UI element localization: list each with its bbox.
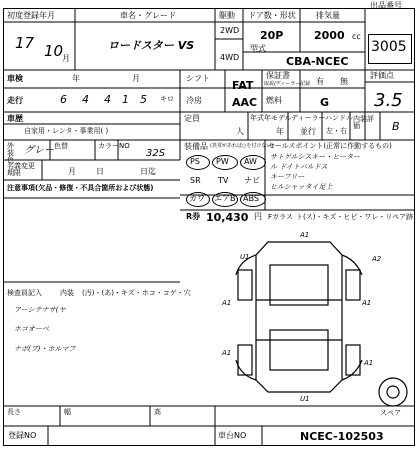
lot-number: 3005 [371,39,407,55]
color-change-label: 色替 [54,142,68,150]
equip-sr: SR [190,176,201,185]
equip-ps: PS [190,157,200,166]
mileage-digit-5: 5 [140,93,147,106]
mark-front-right: A2 [372,255,382,263]
sales-point-3: キーフリー [270,173,305,181]
lot-label: 出品番号 [370,1,402,10]
reg-no-label: 登録NO [8,431,37,440]
exterior-value: グレー [24,145,54,156]
score-label: 評価点 [370,71,394,80]
ac-value: AAC [232,96,258,109]
drive-2wd: 2WD [220,26,240,35]
equipment-note: (異常があれば○を付けない) [210,143,274,149]
warranty-label: 保証書 [266,71,290,80]
glass-label: Fガラス [268,213,293,221]
history-options: 自家用・レンタ・事業用( ) [24,127,109,135]
mark-rear-left: A1 [222,349,232,357]
mileage-label: 走行 [7,96,23,105]
reg-month: 10 [44,42,64,60]
name-change-label: 名義変更期限 [7,162,35,177]
drive-label: 駆動 [219,11,235,20]
history-label: 車歴 [7,114,23,123]
recycle-value: 10,430 [206,211,249,224]
shaken-month-unit: 月 [132,74,140,83]
notes-label: 注意事項(欠品・修復・不具合箇所および状態) [7,184,154,192]
reg-year: 17 [15,34,35,52]
equip-navi: ナビ [244,176,260,185]
color-no-label: カラーNO [98,142,130,150]
mileage-digit-1: 6 [60,93,67,106]
warranty-yes: 有 [316,77,324,86]
first-reg-label: 初度登録年月 [7,11,55,20]
dealer-label: ディーラー [291,114,326,122]
chassis-value: NCEC-102503 [300,430,384,443]
interior-label: 内装評価 [353,115,374,130]
interior-value: B [392,120,400,133]
mileage-unit: キロ [160,95,174,103]
note-line-1: アーシテナサ(ヤ [14,306,66,314]
warranty-no: 無 [340,77,348,86]
displacement-label: 排気量 [316,11,340,20]
displacement-unit: cc [352,32,361,41]
note-line-3: ナボ(ブ)・ホルマフ [14,345,76,353]
interior-notes-options: (汚)・(あ)・キズ・ホコ・コゲ・穴 [82,289,191,297]
sales-point-1: サトゲルシスキー・ヒーター [270,153,361,161]
shaken-year-unit: 年 [72,74,80,83]
doors-shape-label: ドア数・形状 [248,11,296,20]
mark-left-door: A1 [222,299,232,307]
height-label: 高 [154,408,161,416]
sales-label: セールスポイント(正常に作動するもの) [268,142,392,150]
fuel-value: G [320,96,330,109]
model-code: CBA-NCEC [286,55,349,68]
capacity-unit: 人 [236,127,244,136]
exterior-label: 外装色 [7,142,14,164]
fuel-label: 燃料 [266,96,282,105]
mark-front-left: U1 [240,253,250,261]
ac-label: 冷房 [186,96,202,105]
equip-tv: TV [218,176,229,185]
handle-label: ハンドル [325,114,353,122]
length-label: 長さ [7,408,21,416]
mileage-digit-2: 4 [82,93,89,106]
shift-label: シフト [186,74,210,83]
sales-point-2: ル ドイトバルドス [270,163,328,171]
month-unit: 月 [62,54,70,63]
shift-value: FAT [232,79,254,92]
chassis-label: 車台NO [218,431,247,440]
equip-aw: AW [244,157,257,166]
deadline-month: 月 [68,167,76,176]
model-year-label: 年式年モデル [250,114,292,122]
glass-options: ト(ス)・キズ・ヒビ・ワレ・リペア跡 [296,213,414,221]
mark-rear-right: A1 [364,359,374,367]
deadline-day: 日 [96,167,104,176]
mileage-digit-4: 1 [122,93,129,106]
deadline-until: 日迄 [140,167,156,176]
note-line-2: ホコオーベ [14,325,49,333]
mark-right-door: A1 [362,299,372,307]
model-year-unit: 年 [276,127,284,136]
spare-label: スペア [380,409,401,417]
mark-front: A1 [300,231,310,239]
model-code-label: 型式 [250,44,266,53]
sales-point-4: ヒルシャッタイ足上 [270,183,333,191]
recycle-unit: 円 [254,212,262,221]
recycle-label: R券 [186,212,201,221]
drive-4wd: 4WD [220,53,240,62]
equip-abs: ABS [243,194,259,203]
equip-airbag: エアB [214,194,236,203]
model-name: ロードスター VS [108,39,195,52]
displacement-value: 2000 [314,29,345,42]
score-value: 3.5 [374,90,403,111]
equip-pw: PW [216,157,229,166]
width-label: 幅 [64,408,71,416]
model-grade-label: 車名・グレード [120,11,176,20]
mileage-digit-3: 4 [104,93,111,106]
color-no: 32S [146,148,166,159]
equip-leather: カワ [189,194,205,203]
handle-value: 左・右 [326,127,347,135]
capacity-label: 定員 [184,114,200,123]
interior-notes-label: 内装 [60,289,74,297]
dealer-value: 並行 [300,127,316,136]
equipment-label: 装備品 [184,142,208,151]
warranty-sub: 取説/ディーラー記録 [264,81,311,87]
shaken-label: 車検 [7,74,23,83]
mark-rear: U1 [300,395,310,403]
inspector-label: 検査員記入 [7,289,42,297]
doors-value: 20P [260,29,284,42]
